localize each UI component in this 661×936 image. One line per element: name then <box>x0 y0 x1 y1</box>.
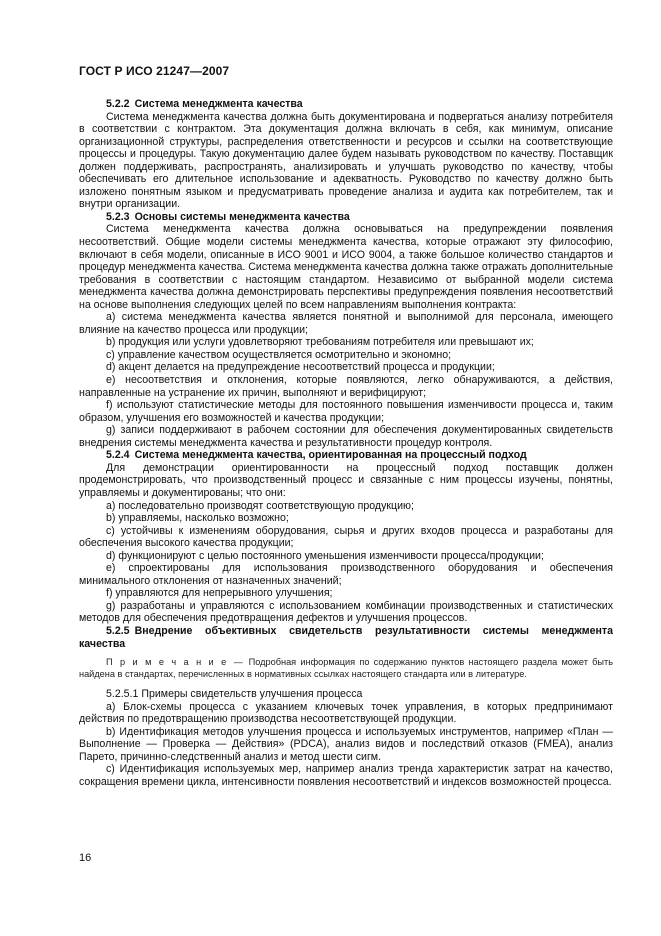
list-item: f) используют статистические методы для постоянного повышения изменчивости процесса и, таким образом, улучшения его возможностей и качества продукции; <box>79 399 613 424</box>
section-5-2-5-1-heading <box>79 688 613 701</box>
page-number: 16 <box>79 852 92 864</box>
section-title: Основы системы менеджмента качества <box>134 210 350 223</box>
list-item: c) Идентификация используемых мер, например анализ тренда характеристик затрат на качество, сокращения времени цикла, интенсивности появления несоответствий и индексов возможностей процесса. <box>79 763 613 788</box>
list-item: d) функционируют с целью постоянного уменьшения изменчивости процесса/продукции; <box>106 549 544 562</box>
section-title: Примеры свидетельств улучшения процесса <box>141 688 363 701</box>
note-label: П р и м е ч а н и е — <box>106 657 245 668</box>
list-item: а) последовательно производят соответствующую продукцию; <box>106 499 414 512</box>
section-5-2-2-heading <box>79 98 613 111</box>
list-item: e) несоответствия и отклонения, которые появляются, легко обнаруживаются, а действия, направленные на устранение их причин, выполняют и верифицируют; <box>79 374 613 399</box>
list-item: c) устойчивы к изменениям оборудования, сырья и других входов процесса и разработаны для обеспечения высокого качества продукции; <box>79 524 613 550</box>
section-5-2-4-paragraph: Для демонстрации ориентированности на процессный подход поставщик должен продемонстрировать, что производственный процесс и связанные с ним процессы изучены, понятны, управляемы и документированы; что они: <box>79 461 613 499</box>
section-5-2-3-heading <box>79 211 613 224</box>
list-item: e) спроектированы для использования производственного оборудования и обеспечения минимального отклонения от назначенных значений; <box>79 562 613 587</box>
note-text: Подробная информация по содержанию пунктов настоящего раздела может быть найдена в стандартах, перечисленных в нормативных ссылках настоящего стандарта или в литературе. <box>79 657 614 680</box>
section-number: 5.2.3 <box>106 210 130 223</box>
section-number: 5.2.4 <box>106 449 130 462</box>
list-item: g) записи поддерживают в рабочем состоянии для обеспечения документированных свидетельств внедрения системы менеджмента качества и результативности процедур контроля. <box>79 424 613 449</box>
list-item: d) акцент делается на предупреждение несоответствий процесса и продукции; <box>106 361 495 374</box>
section-5-2-3-paragraph: Система менеджмента качества должна основываться на предупреждении появления несоответствий. Общие модели системы менеджмента качества, которые отражают эту философию, включают в себя модели, описанные в ИСО 9001 и ИСО 9004, а также большое количество стандартов и процедур менеджмента качества. Система менеджмента качества должна также отражать дополнительные требования в соответствии с настоящим стандартом. Независимо от выбранной модели система менеджмента качества должна демонстрировать перспективы предупреждения появления несоответствий на основе выполнения следующих целей по всем направлениям выполнения контракта: <box>79 223 613 311</box>
standard-header: ГОСТ Р ИСО 21247—2007 <box>79 64 230 78</box>
section-5-2-4-heading <box>79 449 613 462</box>
note <box>79 656 613 680</box>
list-item: b) продукция или услуги удовлетворяют требованиям потребителя или превышают их; <box>106 336 534 349</box>
list-item: g) разработаны и управляются с использованием комбинации производственных и статистических методов для обеспечения предотвращения дефектов и улучшения процессов. <box>79 599 613 625</box>
section-number: 5.2.2 <box>106 98 130 110</box>
page-content <box>79 98 613 788</box>
list-item: f) управляются для непрерывного улучшения; <box>106 587 333 600</box>
section-title: Внедрение объективных свидетельств результативности системы менеджмента качества <box>79 624 613 650</box>
section-title: Система менеджмента качества, ориентированная на процессный подход <box>134 449 527 462</box>
list-item: а) система менеджмента качества является понятной и выполнимой для персонала, имеющего влияние на качество процесса или продукции; <box>79 311 613 336</box>
list-item: b) управляемы, насколько возможно; <box>106 512 289 525</box>
section-number: 5.2.5 <box>106 624 130 637</box>
section-5-2-5-heading <box>79 625 613 650</box>
section-number: 5.2.5.1 <box>106 688 139 701</box>
section-5-2-2-paragraph: Система менеджмента качества должна быть документирована и подвергаться анализу потребителя в соответствии с контрактом. Эта документация должна включать в себя, как минимум, описание организационной структуры, распределения ответственности и ресурсов и ссылки на соответствующие процессы и процедуры. Такую документацию далее будем называть руководством по качеству. Поставщик должен поддерживать, распространять, анализировать и улучшать руководство по качеству, чтобы обеспечивать его длительное использование и адекватность. Руководство по качеству должно быть изложено понятным языком и предусматривать проведение анализа и аудита как потребителем, так и внутри организации. <box>79 110 613 211</box>
list-item: b) Идентификация методов улучшения процесса и используемых инструментов, например «План — Выполнение — Проверка — Действия» (PDCA), анализ видов и последствий отказов (FMEA), анализ Парето, причинно-следственный анализ и метод шести сигм. <box>79 725 613 763</box>
list-item: c) управление качеством осуществляется осмотрительно и экономно; <box>106 348 452 361</box>
section-title: Система менеджмента качества <box>134 98 303 110</box>
list-item: а) Блок-схемы процесса с указанием ключевых точек управления, в которых предпринимают действия по предотвращению производства несоответствующей продукции. <box>79 700 613 726</box>
